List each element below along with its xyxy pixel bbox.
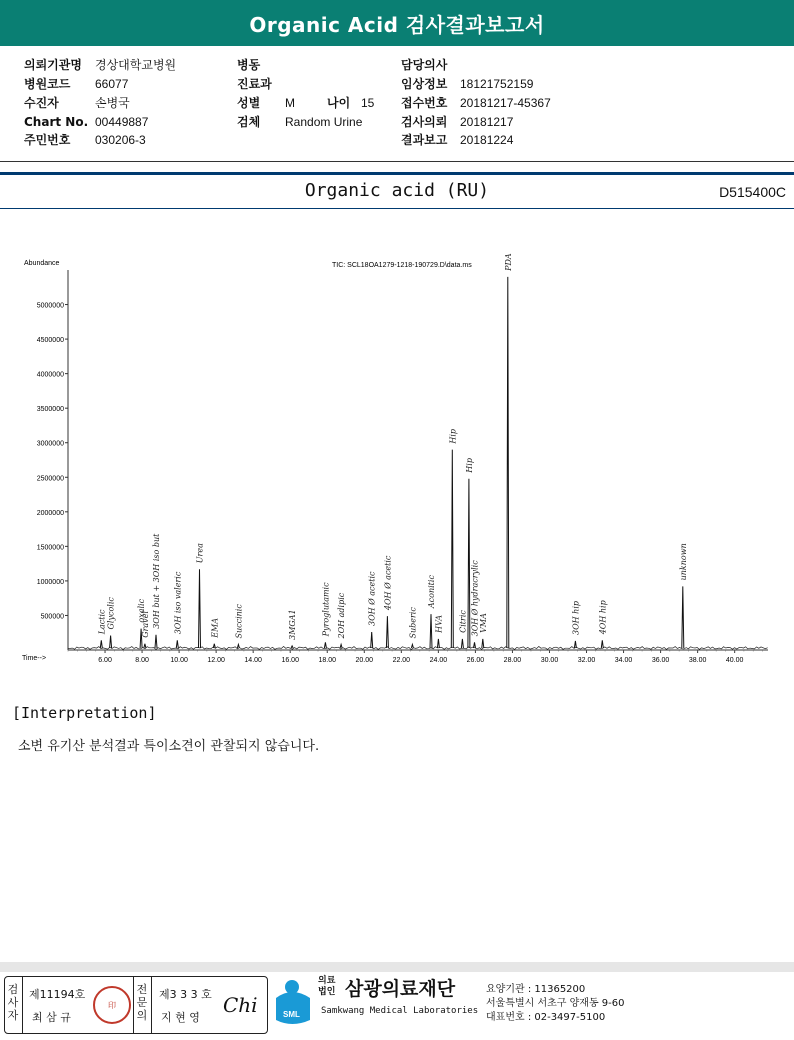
y-tick-label: 1000000	[36, 578, 64, 586]
care-code: 요양기관 : 11365200	[486, 984, 586, 995]
x-tick-label: 16.00	[281, 657, 299, 664]
inspector-label: 검사자	[7, 983, 19, 1022]
peak	[100, 640, 102, 648]
divider	[0, 208, 794, 209]
peak-label: Hip	[464, 458, 474, 473]
institution-label: 의뢰기관명	[24, 58, 82, 72]
chromatogram-chart	[0, 250, 794, 670]
org-name: 삼광의료재단	[345, 978, 456, 1000]
x-tick-label: 24.00	[429, 657, 448, 664]
y-axis-label: Abundance	[24, 260, 60, 267]
peak-label: 3MGA1	[288, 609, 298, 640]
peak-label: Pyroglutamic	[321, 582, 331, 637]
peak-label: 4OH Ø acetic	[383, 555, 393, 611]
age-value: 15	[361, 96, 375, 110]
clinical-info-value: 18121752159	[460, 77, 534, 91]
report-title: Organic Acid 검사결과보고서	[249, 12, 545, 37]
y-tick-label: 3500000	[36, 406, 64, 414]
peak-label: Succinic	[234, 604, 244, 639]
logo-badge-text: SML	[283, 1010, 300, 1019]
x-tick-label: 28.00	[503, 657, 522, 664]
patient-label: 수진자	[24, 96, 59, 110]
peak	[340, 645, 342, 649]
peak	[144, 644, 146, 648]
x-axis-label: Time-->	[22, 655, 47, 662]
report-date-value: 20181224	[460, 133, 514, 147]
samkwang-logo-icon	[270, 976, 318, 1030]
hospital-code-label: 병원코드	[24, 77, 71, 91]
peak	[574, 641, 576, 648]
peak	[324, 642, 326, 648]
peak	[601, 640, 603, 648]
inspector-no: 제11194호	[29, 988, 86, 1001]
dept-label: 진료과	[237, 77, 272, 91]
peak-label: Aconitic	[427, 575, 436, 609]
x-tick-label: 38.00	[688, 657, 707, 664]
divider	[0, 161, 794, 162]
x-tick-label: 6.00	[98, 657, 112, 664]
peak	[386, 616, 388, 648]
inspector-name: 최 삼 규	[32, 1011, 71, 1024]
resident-no-label: 주민번호	[24, 133, 71, 147]
interpretation-title: [Interpretation]	[12, 704, 157, 722]
interpretation-text: 소변 유기산 분석결과 특이소견이 관찰되지 않습니다.	[18, 739, 320, 754]
x-tick-label: 14.00	[244, 657, 262, 664]
clinical-info-label: 임상정보	[401, 77, 448, 91]
report-title-bar	[0, 0, 794, 46]
chart-no-label: Chart No.	[24, 115, 89, 129]
separator	[22, 977, 23, 1033]
peak	[199, 569, 201, 648]
peak	[371, 632, 373, 648]
peak	[110, 636, 112, 649]
x-tick-label: 8.00	[135, 657, 149, 664]
x-tick-label: 20.00	[355, 657, 374, 664]
footer	[0, 972, 794, 1040]
y-tick-label: 4000000	[36, 371, 64, 379]
ward-label: 병동	[237, 58, 261, 72]
sex-value: M	[285, 96, 295, 110]
peak	[474, 642, 476, 648]
separator	[151, 977, 152, 1033]
x-tick-label: 22.00	[392, 657, 411, 664]
peak	[507, 277, 509, 648]
y-tick-label: 1500000	[36, 544, 64, 552]
institution-value: 경상대학교병원	[95, 58, 177, 72]
patient-info-block	[0, 56, 794, 156]
peak	[482, 639, 484, 648]
peak-label: 3OH hip	[571, 601, 581, 635]
peak-label: oxalic	[137, 598, 147, 623]
x-tick-label: 12.00	[207, 657, 225, 664]
specialist-no: 제3 3 3 호	[159, 988, 212, 1001]
peak-label: Lactic	[97, 609, 107, 635]
y-tick-label: 2500000	[36, 475, 64, 483]
x-tick-label: 10.00	[170, 657, 188, 664]
peak-label: 4OH hip	[598, 600, 608, 635]
peak-label: Glycolic	[106, 597, 116, 630]
peak-label: 3OH iso valeric	[173, 571, 183, 635]
peak-label: Suberic	[408, 607, 418, 639]
peak	[155, 635, 157, 648]
hospital-code-value: 66077	[95, 77, 129, 91]
peak	[430, 614, 432, 648]
y-tick-label: 500000	[40, 613, 64, 621]
chart-title: TIC: SCL18OA1279-1218-190729.D\data.ms	[332, 262, 472, 269]
specimen-label: 검체	[237, 115, 261, 129]
divider-thick	[0, 172, 794, 175]
patient-value: 손병국	[95, 96, 130, 110]
peak-label: Gravel	[140, 611, 150, 638]
report-date-label: 결과보고	[401, 133, 448, 147]
peak-label: 3OH Ø hydracrylic	[470, 560, 480, 637]
resident-no-value: 030206-3	[95, 133, 146, 147]
x-tick-label: 32.00	[577, 657, 596, 664]
peak-label: 3OH Ø acetic	[367, 571, 377, 626]
peak	[291, 646, 293, 648]
peak	[451, 450, 453, 648]
y-tick-label: 2000000	[36, 509, 64, 517]
peak-label: Citric	[458, 610, 468, 633]
specimen-value: Random Urine	[285, 115, 363, 129]
y-tick-label: 4500000	[36, 337, 64, 345]
request-date-label: 검사의뢰	[401, 115, 448, 129]
chart-no-value: 00449887	[95, 115, 149, 129]
receipt-no-value: 20181217-45367	[460, 96, 551, 110]
receipt-no-label: 접수번호	[401, 96, 448, 110]
peak-label: 3OH but + 3OH iso but	[152, 533, 161, 629]
phone: 대표번호 : 02-3497-5100	[486, 1012, 606, 1023]
peak	[176, 640, 178, 648]
official-seal: 印	[93, 986, 131, 1024]
report-subtitle: Organic acid (RU)	[304, 180, 490, 201]
x-tick-label: 26.00	[466, 657, 485, 664]
y-tick-label: 5000000	[36, 302, 64, 310]
address: 서울특별시 서초구 양재동 9-60	[486, 998, 625, 1009]
baseline-trace	[68, 647, 768, 650]
x-tick-label: 30.00	[540, 657, 559, 664]
request-date-value: 20181217	[460, 115, 514, 129]
peak-label: unknown	[678, 543, 688, 581]
sex-label: 성별	[237, 96, 261, 110]
specialist-label: 전문의	[136, 983, 148, 1022]
peak	[237, 645, 239, 649]
signature-box	[4, 976, 268, 1034]
separator	[133, 977, 134, 1033]
signature: Chi	[223, 993, 258, 1017]
peak-label: VMA	[478, 613, 488, 633]
age-label: 나이	[327, 96, 351, 110]
x-tick-label: 40.00	[725, 657, 744, 664]
x-tick-label: 36.00	[651, 657, 670, 664]
doctor-label: 담당의사	[401, 58, 448, 72]
peak	[411, 645, 413, 649]
report-code: D515400C	[719, 184, 786, 200]
peak	[461, 639, 463, 648]
x-tick-label: 34.00	[614, 657, 633, 664]
y-tick-label: 3000000	[36, 440, 64, 448]
peak-label: Hip	[448, 428, 458, 444]
peak-label: EMA	[210, 617, 220, 638]
peak	[682, 586, 684, 648]
peak-label: PDA	[503, 253, 513, 271]
peak-label: 2OH adipic	[337, 592, 347, 639]
org-english-name: Samkwang Medical Laboratories	[321, 1006, 479, 1016]
x-tick-label: 18.00	[318, 657, 337, 664]
logo-prefix: 의료법인	[318, 976, 336, 997]
peak	[437, 639, 439, 648]
footer-band	[0, 962, 794, 972]
peak-label: Urea	[195, 543, 205, 564]
peak-label: HVA	[434, 614, 444, 633]
specialist-name: 지 현 영	[161, 1011, 200, 1024]
